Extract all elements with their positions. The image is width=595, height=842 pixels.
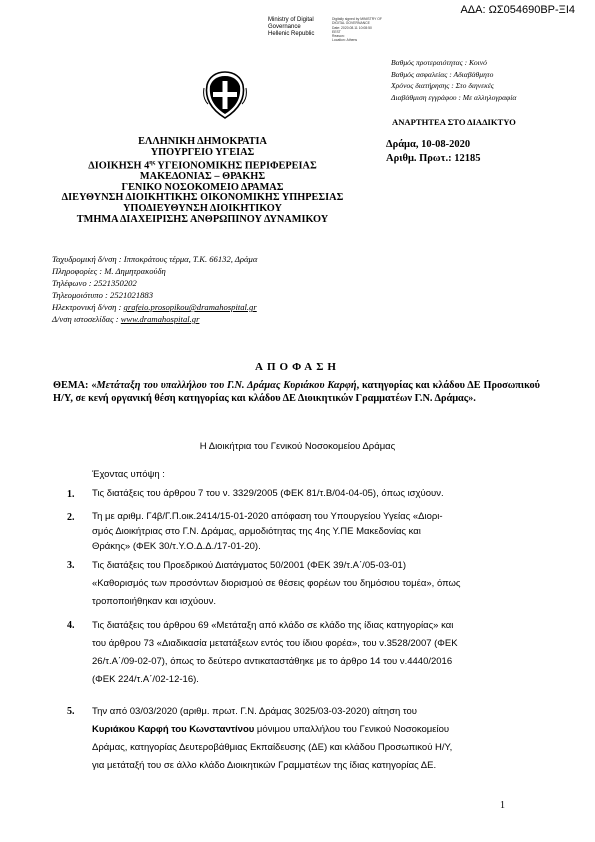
page-number: 1 (500, 800, 505, 811)
considering-label: Έχοντας υπόψη : (92, 469, 165, 480)
ministry-stamp: Ministry of Digital Governance Hellenic Republic (268, 17, 315, 37)
post-online-note: ΑΝΑΡΤΗΤΕΑ ΣΤΟ ΔΙΑΔΙΚΤΥΟ (392, 117, 516, 127)
list-item: Τις διατάξεις του άρθρου 69 «Μετάταξη από κλάδο σε κλάδο της ίδιας κατηγορίας» και του άρθρου 73 «Διαδικασία μετατάξεων εντός του ίδιου φορέα», του ν.3528/2007 (ΦΕΚ 26/τ.Α΄/09-02-07), όπως το δεύτερο αντικαταστάθηκε με το άρθρο 14 του ν.4440/2016 (ΦΕΚ 224/τ.Α΄/02-12-16). (92, 620, 458, 685)
website-link[interactable]: www.dramahospital.gr (120, 314, 200, 324)
item-number: 5. (67, 706, 75, 717)
list-item: Τις διατάξεις του άρθρου 7 του ν. 3329/2005 (ΦΕΚ 81/τ.Β/04-04-05), όπως ισχύουν. (92, 488, 444, 499)
item-number: 1. (67, 489, 75, 500)
contact-details: Ταχυδρομική δ/νση : Ιπποκράτους τέρμα, Τ.Κ. 66132, Δράμα Πληροφορίες : Μ. Δημητρακούδη Τηλέφωνο : 2521350202 Τηλεομοιότυπο : 2521021883 Ηλεκτρονική δ/νση : grafeio.prosopikou@dramahospital.gr Δ/νση ιστοσελίδας : www.dramahospital.gr (52, 254, 258, 324)
issuer-header: ΕΛΛΗΝΙΚΗ ΔΗΜΟΚΡΑΤΙΑ ΥΠΟΥΡΓΕΙΟ ΥΓΕΙΑΣ ΔΙΟΙΚΗΣΗ $4^{\eta\varsigma}$ ΥΓΕΙΟΝΟΜΙΚΗΣ ΠΕΡΙΦΕΡΕΙΑΣ ΜΑΚΕΔΟΝΙΑΣ – ΘΡΑΚΗΣ ΓΕΝΙΚΟ ΝΟΣΟΚΟΜΕΙΟ ΔΡΑΜΑΣ ΔΙΕΥΘΥΝΣΗ ΔΙΟΙΚΗΤΙΚΗΣ ΟΙΚΟΝΟΜΙΚΗΣ ΥΠΗΡΕΣΙΑΣ ΥΠΟΔΙΕΥΘΥΝΣΗ ΔΙΟΙΚΗΤΙΚΟΥ ΤΜΗΜΑ ΔΙΑΧΕΙΡΙΣΗΣ ΑΝΘΡΩΠΙΝΟΥ ΔΥΝΑΜΙΚΟΥ (24, 137, 381, 225)
digital-signature-block: Digitally signed by MINISTRY OF DIGITAL GOVERNANCE Date: 2020.08.11 10:08:50 EEST Reason: Location: Athens (332, 17, 382, 43)
security-classification: Βαθμός προτεραιότητας : Κοινό Βαθμός ασφαλείας : Αδιαβάθμητο Χρόνος διατήρησης : Στο διηνεκές Διαβάθμιση εγγράφου : Με αλληλογραφία (391, 58, 517, 102)
date-protocol (386, 138, 480, 165)
list-item: Τις διατάξεις του Προεδρικού Διατάγματος 50/2001 (ΦΕΚ 39/τ.Α΄/05-03-01) «Καθορισμός των προσόντων διορισμού σε θέσεις φορέων του δημόσιου τομέα», όπως τροποποιήθηκαν και ισχύουν. (92, 560, 461, 607)
item-number: 2. (67, 512, 75, 523)
issuer-statement: Η Διοικήτρια του Γενικού Νοσοκομείου Δράμας (199, 441, 396, 452)
item-number: 3. (67, 560, 75, 571)
ada-code: ΑΔΑ: ΩΣ054690ΒΡ-ΞΙ4 (460, 4, 575, 16)
greek-coat-of-arms-icon (202, 70, 248, 120)
list-item: Τη με αριθμ. Γ4β/Γ.Π.οικ.2414/15-01-2020 απόφαση του Υπουργείου Υγείας «Διορι- σμός Διοικήτριας στο Γ.Ν. Δράμας, αρμοδιότητας της 4ης Υ.ΠΕ Μακεδονίας και Θράκης» (ΦΕΚ 30/τ.Υ.Ο.Δ.Δ./17-01-20). (92, 511, 443, 552)
applicant-name: Κυριάκου Καρφή του Κωνσταντίνου (92, 724, 255, 735)
email-link[interactable]: grafeio.prosopikou@dramahospital.gr (123, 302, 257, 312)
document-date: Δράμα, 10-08-2020 (386, 139, 471, 150)
document-title: ΑΠΟΦΑΣΗ (255, 361, 340, 373)
list-item: Την από 03/03/2020 (αριθμ. πρωτ. Γ.Ν. Δράμας 3025/03-03-2020) αίτηση του Κυριάκου Καρφή του Κωνσταντίνου μόνιμου υπαλλήλου του Γενικού Νοσοκομείου Δράμας, κατηγορίας Δευτεροβάθμιας Εκπαίδευσης (ΔΕ) και κλάδου Προσωπικού Η/Υ, για μετάταξή του σε άλλο κλάδο Διοικητικών Γραμματέων της ίδιας κατηγορίας ΔΕ. (92, 706, 453, 771)
protocol-number: Αριθμ. Πρωτ.: 12185 (386, 152, 481, 164)
subject-line: ΘΕΜΑ: «Μετάταξη του υπαλλήλου του Γ.Ν. Δράμας Κυριάκου Καρφή, κατηγορίας και κλάδου ΔΕ Προσωπικού Η/Υ, σε κενή οργανική θέση κατηγορίας και κλάδου ΔΕ Διοικητικών Γραμματέων Γ.Ν. Δράμας». (53, 380, 541, 404)
header-region-line: ΔΙΟΙΚΗΣΗ $4^{\eta\varsigma}$ ΥΓΕΙΟΝΟΜΙΚΗΣ ΠΕΡΙΦΕΡΕΙΑΣ (88, 160, 317, 172)
item-number: 4. (67, 620, 75, 631)
